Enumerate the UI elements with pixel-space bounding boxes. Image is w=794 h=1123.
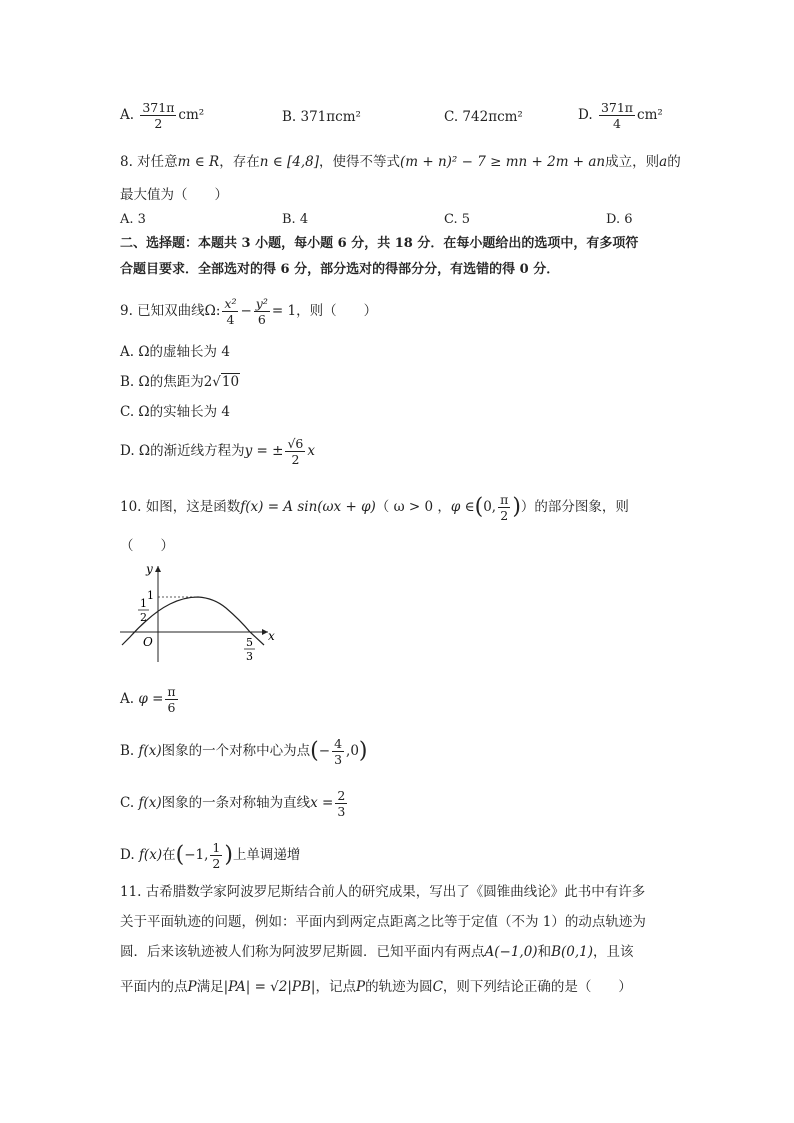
option-label: A. (120, 691, 135, 707)
text: 满足 (196, 979, 224, 995)
function-graph (118, 560, 283, 665)
text: 成立，则 (605, 154, 660, 170)
math: f(x) (138, 795, 162, 811)
text: 的 (667, 154, 681, 170)
q10-option-c[interactable] (120, 788, 349, 819)
fraction (599, 100, 635, 131)
text: 上单调递增 (232, 847, 301, 863)
option-label: D. (120, 847, 135, 863)
section-heading-line2: 合题目要求．全部选对的得 6 分，部分选对的得部分分，有选错的得 0 分． (120, 262, 560, 277)
paren-left: ( (474, 494, 484, 520)
fraction (335, 788, 347, 819)
math: B(0,1) (551, 944, 594, 960)
numerator: π (167, 684, 176, 699)
denominator: 3 (337, 804, 346, 819)
q9-option-a[interactable]: A. Ω的虚轴长为 4 (120, 344, 230, 360)
numerator: x² (224, 296, 237, 311)
text: D. Ω的渐近线方程为 (120, 443, 245, 459)
q10-option-d[interactable] (120, 840, 300, 871)
math: n ∈ [4,8] (259, 154, 319, 170)
math: 0, (483, 499, 497, 515)
q8-option-c[interactable]: C. 5 (444, 212, 471, 227)
text: 图象的一个对称中心为点 (161, 743, 311, 759)
text: ，且该 (593, 944, 634, 960)
q7-option-d[interactable] (578, 100, 663, 131)
fraction (165, 684, 177, 715)
text: ，则下列结论正确的是（ ） (442, 979, 632, 995)
fraction (140, 100, 176, 131)
denominator: 4 (613, 116, 621, 131)
math: A(−1,0) (484, 944, 538, 960)
numerator: √6 (287, 436, 304, 451)
paren-right: ) (224, 842, 233, 868)
inequality: (m + n)² − 7 ≥ mn + 2m + an (400, 154, 606, 170)
text: 圆．后来该轨迹被人们称为阿波罗尼斯圆．已知平面内有两点 (120, 944, 485, 960)
x-tick-num: 5 (246, 636, 253, 649)
y-tick-half-den: 2 (140, 611, 147, 624)
q7-option-b[interactable]: B. 371πcm² (282, 109, 361, 125)
denominator: 6 (257, 312, 266, 327)
q8-option-d[interactable]: D. 6 (606, 212, 633, 227)
numerator: 2 (337, 788, 346, 803)
function: f(x) = A sin(ωx + φ) (240, 499, 376, 515)
text: 在 (162, 847, 176, 863)
q8-option-b[interactable]: B. 4 (282, 212, 309, 227)
text: 的轨迹为圆 (365, 979, 433, 995)
fraction (210, 840, 222, 871)
math: x (307, 443, 316, 459)
sqrt-sign: √ (212, 374, 221, 390)
paren-right: ) (358, 738, 368, 764)
math: a (659, 154, 668, 170)
option-label: D. (578, 107, 593, 123)
math: f(x) (138, 847, 163, 863)
text: 8. 对任意 (120, 154, 178, 170)
q11-line2: 关于平面轨迹的问题，例如：平面内到两定点距离之比等于定值（不为 1）的动点轨迹为 (120, 914, 646, 930)
math: −1, (184, 847, 209, 863)
math: P (187, 979, 197, 995)
option-label: A. (120, 107, 135, 123)
fraction (332, 736, 344, 767)
unit: cm² (637, 107, 663, 123)
text: B. Ω的焦距为 (120, 374, 204, 390)
math: φ = (138, 691, 164, 707)
math: x = (310, 795, 334, 811)
numerator: 371π (600, 100, 634, 115)
numerator: y² (255, 296, 268, 311)
y-label: y (146, 562, 153, 576)
math: y = ± (244, 443, 284, 459)
radicand: 10 (221, 374, 240, 390)
denominator: 3 (334, 752, 343, 767)
fraction (222, 296, 238, 327)
math: ,0 (346, 743, 359, 759)
math: C (432, 979, 443, 995)
denominator: 2 (154, 116, 163, 131)
text: 和 (537, 944, 552, 960)
text: 图象的一条对称轴为直线 (161, 795, 311, 811)
math: 2 (203, 374, 213, 390)
denominator: 6 (167, 700, 176, 715)
numerator: 371π (142, 100, 175, 115)
numerator: 1 (212, 840, 221, 855)
minus: − (240, 303, 252, 319)
q9-option-b[interactable] (120, 372, 240, 392)
fraction (285, 436, 305, 467)
option-label: B. (120, 743, 135, 759)
text: ，则（ ） (296, 303, 378, 319)
text: （ ω > 0 ， (375, 499, 451, 515)
math: P (355, 979, 366, 995)
origin-label: O (143, 635, 153, 649)
q11-line1: 11. 古希腊数学家阿波罗尼斯结合前人的研究成果，写出了《圆锥曲线论》此书中有许多 (120, 884, 646, 900)
q10-option-b[interactable] (120, 736, 368, 767)
math: |PA| = √2|PB| (223, 979, 316, 995)
q9-option-c[interactable]: C. Ω的实轴长为 4 (120, 404, 231, 420)
math: − (318, 743, 331, 759)
math: φ ∈ (450, 499, 475, 515)
fraction (498, 492, 510, 523)
denominator: 4 (226, 312, 235, 327)
q10-answer-paren: （ ） (120, 538, 174, 554)
math: = 1 (271, 303, 297, 319)
q8-stem-line2: 最大值为（ ） (120, 187, 228, 203)
text: ，使得不等式 (319, 154, 400, 170)
option-label: C. (120, 795, 135, 811)
q11-line3 (120, 942, 634, 962)
q7-option-c[interactable]: C. 742πcm² (444, 109, 523, 125)
paren-right: ) (512, 494, 521, 520)
denominator: 2 (291, 452, 300, 467)
x-label: x (268, 629, 275, 643)
q8-option-a[interactable]: A. 3 (120, 212, 146, 227)
text: 平面内的点 (120, 979, 188, 995)
q7-option-a[interactable] (120, 100, 204, 131)
paren-left: ( (175, 842, 185, 868)
math: f(x) (138, 743, 162, 759)
section-heading-line1: 二、选择题：本题共 3 小题，每小题 6 分，共 18 分．在每小题给出的选项中，有多项符 (120, 236, 639, 251)
q9-stem (120, 296, 377, 327)
y-tick-half-num: 1 (140, 597, 147, 610)
q10-option-a[interactable] (120, 684, 180, 715)
q9-option-d[interactable] (120, 436, 315, 467)
fraction (254, 296, 270, 327)
denominator: 2 (500, 508, 509, 523)
paren-left: ( (310, 738, 319, 764)
y-tick-1: 1 (147, 589, 154, 602)
text: 9. 已知双曲线 (120, 303, 205, 319)
math: Ω: (204, 303, 221, 319)
denominator: 2 (212, 856, 221, 871)
math: m ∈ R (177, 154, 220, 170)
unit: cm² (178, 107, 205, 123)
text: ，记点 (315, 979, 356, 995)
text: ，存在 (219, 154, 260, 170)
text: 10. 如图，这是函数 (120, 499, 241, 515)
numerator: π (500, 492, 509, 507)
q11-line4 (120, 977, 632, 997)
q8-stem-line1 (120, 152, 681, 172)
q10-stem (120, 492, 629, 523)
x-tick-den: 3 (246, 650, 253, 663)
text: ）的部分图象，则 (520, 499, 629, 515)
numerator: 4 (334, 736, 343, 751)
